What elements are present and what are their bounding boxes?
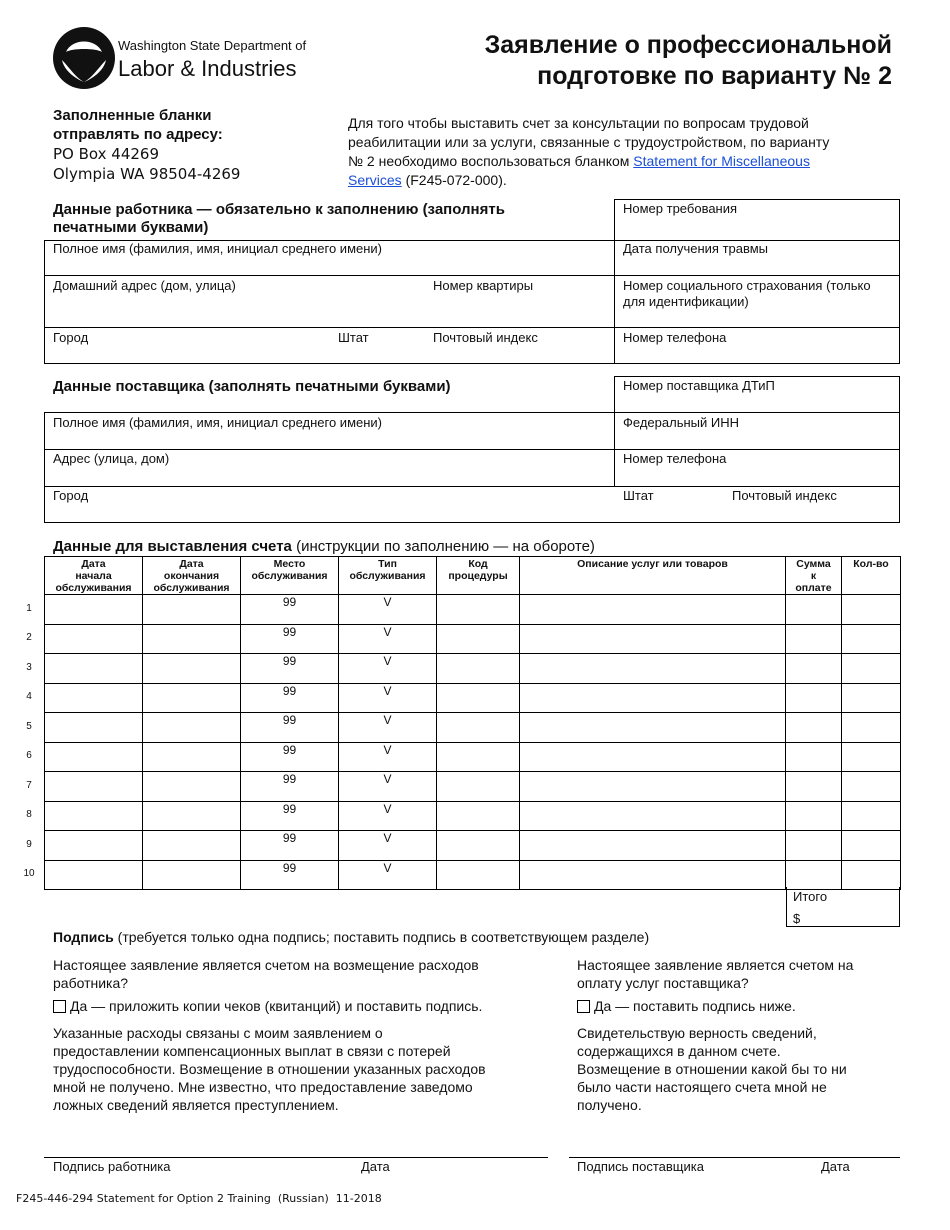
provider-yes-option[interactable]: [577, 997, 907, 1015]
procedure-code-cell[interactable]: [437, 772, 520, 802]
row-number: 8: [26, 809, 32, 820]
description-cell[interactable]: [520, 742, 786, 772]
worker-yes-label: Да — приложить копии чеков (квитанций) и поставить подпись.: [70, 998, 483, 1014]
procedure-code-cell[interactable]: [437, 801, 520, 831]
quantity-cell[interactable]: [842, 831, 901, 861]
lni-logo-icon: [52, 26, 116, 90]
right-attest-line2: содержащихся в данном счете.: [577, 1043, 781, 1059]
row-number: 1: [26, 602, 32, 614]
provider-yes-checkbox[interactable]: [577, 1000, 590, 1013]
form-footer-id: F245-446-294 Statement for Option 2 Training (Russian) 11-2018: [16, 1192, 382, 1205]
start-date-cell[interactable]: [45, 831, 143, 861]
mailing-address: [53, 106, 323, 184]
address-line2: Olympia WA 98504-4269: [53, 165, 241, 183]
procedure-code-cell[interactable]: [437, 595, 520, 625]
row-number: 2: [26, 632, 32, 643]
end-date-cell[interactable]: [143, 713, 241, 743]
type-of-service-cell[interactable]: V: [339, 713, 437, 743]
billing-row: [45, 654, 901, 684]
col-end-date: [143, 557, 241, 595]
federal-tin-field[interactable]: Федеральный ИНН: [623, 415, 739, 430]
place-of-service-cell[interactable]: 99: [241, 654, 339, 684]
start-date-cell[interactable]: [45, 654, 143, 684]
ssn-field[interactable]: [623, 278, 871, 310]
provider-heading: Данные поставщика (заполнять печатными буквами): [53, 378, 451, 395]
provider-number-label: Номер поставщика ДТиП: [623, 378, 775, 393]
right-question-line1: Настоящее заявление является счетом на: [577, 957, 854, 973]
end-date-cell[interactable]: [143, 624, 241, 654]
col-type-of-service: [339, 557, 437, 595]
description-cell[interactable]: [520, 654, 786, 684]
col-start-date-label: Дата начала обслуживания: [55, 558, 132, 594]
signature-heading-note: (требуется только одна подпись; поставить подпись в соответствующем разделе): [113, 929, 650, 945]
worker-yes-option[interactable]: [53, 997, 553, 1015]
billing-row: [45, 742, 901, 772]
row-number: 4: [26, 691, 32, 702]
type-of-service-cell[interactable]: V: [339, 801, 437, 831]
provider-full-name-field[interactable]: Полное имя (фамилия, имя, инициал среднего имени): [53, 415, 383, 430]
worker-yes-checkbox[interactable]: [53, 1000, 66, 1013]
worker-phone-field[interactable]: Номер телефона: [623, 330, 727, 345]
provider-address-field[interactable]: Адрес (улица, дом): [53, 451, 170, 466]
billing-row: [45, 624, 901, 654]
provider-signature-line[interactable]: [569, 1157, 900, 1158]
description-cell[interactable]: [520, 801, 786, 831]
misc-services-link-part1[interactable]: Statement for Miscellaneous: [633, 153, 810, 169]
row-number: 6: [26, 750, 32, 761]
billing-heading: [53, 538, 595, 555]
worker-heading-line1: Данные работника — обязательно к заполнению (заполнять: [53, 201, 505, 218]
worker-heading-line2: печатными буквами): [53, 219, 209, 236]
provider-city-field[interactable]: Город: [53, 488, 89, 503]
signature-heading: [53, 929, 649, 945]
left-attest-line5: ложных сведений является преступлением.: [53, 1097, 339, 1113]
right-attest-line4: было части настоящего счета мной не: [577, 1079, 827, 1095]
start-date-cell[interactable]: [45, 683, 143, 713]
row-number: 10: [23, 868, 35, 879]
provider-payment-block: [577, 956, 907, 1114]
quantity-cell[interactable]: [842, 654, 901, 684]
worker-city-field[interactable]: Город: [53, 330, 89, 345]
intro-paragraph: [348, 114, 908, 190]
col-place-of-service: [241, 557, 339, 595]
procedure-code-cell[interactable]: [437, 831, 520, 861]
description-cell[interactable]: [520, 713, 786, 743]
billing-header-row: [45, 557, 901, 595]
col-quantity-label: Кол-во: [853, 558, 889, 570]
quantity-cell[interactable]: [842, 595, 901, 625]
type-of-service-cell[interactable]: V: [339, 860, 437, 890]
description-cell[interactable]: [520, 772, 786, 802]
intro-line2: реабилитации или за услуги, связанные с трудоустройством, по варианту: [348, 134, 830, 150]
amount-cell[interactable]: [786, 624, 842, 654]
provider-attestation: [577, 1024, 907, 1114]
place-of-service-cell[interactable]: 99: [241, 683, 339, 713]
home-address-field[interactable]: Домашний адрес (дом, улица): [53, 278, 236, 293]
place-of-service-cell[interactable]: 99: [241, 831, 339, 861]
title-line1: Заявление о профессиональной: [484, 31, 892, 59]
start-date-cell[interactable]: [45, 624, 143, 654]
injury-date-field[interactable]: Дата получения травмы: [623, 241, 769, 256]
procedure-code-cell[interactable]: [437, 624, 520, 654]
amount-cell[interactable]: [786, 595, 842, 625]
description-cell[interactable]: [520, 595, 786, 625]
procedure-code-cell[interactable]: [437, 860, 520, 890]
worker-reimbursement-block: [53, 956, 553, 1114]
description-cell[interactable]: [520, 624, 786, 654]
col-amount-label: Сумма к оплате: [795, 558, 832, 594]
amount-cell[interactable]: [786, 713, 842, 743]
worker-heading: [53, 201, 613, 237]
procedure-code-cell[interactable]: [437, 654, 520, 684]
description-cell[interactable]: [520, 831, 786, 861]
intro-line3-prefix: № 2 необходимо воспользоваться бланком: [348, 153, 634, 169]
logo-line1: Washington State Department of: [118, 38, 307, 53]
end-date-cell[interactable]: [143, 742, 241, 772]
start-date-cell[interactable]: [45, 860, 143, 890]
type-of-service-cell[interactable]: V: [339, 683, 437, 713]
misc-services-link-part2[interactable]: Services: [348, 172, 402, 188]
left-attest-line2: предоставлении компенсационных выплат в связи с потерей: [53, 1043, 451, 1059]
form-title: [372, 30, 892, 92]
row-number: 5: [26, 720, 32, 732]
type-of-service-cell[interactable]: V: [339, 772, 437, 802]
provider-yes-label: Да — поставить подпись ниже.: [594, 998, 796, 1014]
procedure-code-cell[interactable]: [437, 713, 520, 743]
quantity-cell[interactable]: [842, 772, 901, 802]
address-line1: PO Box 44269: [53, 145, 159, 163]
intro-form-number: (F245-072-000).: [401, 172, 507, 188]
procedure-code-cell[interactable]: [437, 683, 520, 713]
col-description: [520, 557, 786, 595]
row-number: 7: [26, 779, 32, 791]
amount-cell[interactable]: [786, 742, 842, 772]
type-of-service-cell[interactable]: V: [339, 595, 437, 625]
type-of-service-cell[interactable]: V: [339, 831, 437, 861]
procedure-code-cell[interactable]: [437, 742, 520, 772]
intro-line4: [348, 171, 908, 190]
start-date-cell[interactable]: [45, 801, 143, 831]
col-start-date: [45, 557, 143, 595]
end-date-cell[interactable]: [143, 801, 241, 831]
worker-signature-line[interactable]: [44, 1157, 548, 1158]
left-attest-line3: трудоспособности. Возмещение в отношении указанных расходов: [53, 1061, 486, 1077]
type-of-service-cell[interactable]: V: [339, 742, 437, 772]
total-label: Итого: [793, 889, 828, 904]
row-number: 9: [26, 838, 32, 850]
left-question-line2: работника?: [53, 975, 129, 991]
end-date-cell[interactable]: [143, 831, 241, 861]
worker-full-name-field[interactable]: Полное имя (фамилия, имя, инициал среднего имени): [53, 241, 383, 256]
total-currency: $: [793, 911, 801, 926]
right-attest-line3: Возмещение в отношении какой бы то ни: [577, 1061, 847, 1077]
amount-cell[interactable]: [786, 683, 842, 713]
billing-row: [45, 595, 901, 625]
col-amount: [786, 557, 842, 595]
billing-row: [45, 831, 901, 861]
amount-cell[interactable]: [786, 654, 842, 684]
worker-state-field[interactable]: Штат: [338, 330, 369, 345]
quantity-cell[interactable]: [842, 801, 901, 831]
left-attest-line1: Указанные расходы связаны с моим заявлением о: [53, 1025, 383, 1041]
provider-phone-field[interactable]: Номер телефона: [623, 451, 727, 466]
description-cell[interactable]: [520, 683, 786, 713]
col-quantity: [842, 557, 901, 595]
place-of-service-cell[interactable]: 99: [241, 742, 339, 772]
worker-zip-field[interactable]: Почтовый индекс: [433, 330, 538, 345]
billing-row: [45, 860, 901, 890]
claim-number-label: Номер требования: [623, 201, 738, 216]
provider-zip-field[interactable]: Почтовый индекс: [732, 488, 837, 503]
quantity-cell[interactable]: [842, 624, 901, 654]
apartment-field[interactable]: Номер квартиры: [433, 278, 534, 293]
place-of-service-cell[interactable]: 99: [241, 624, 339, 654]
quantity-cell[interactable]: [842, 860, 901, 890]
place-of-service-cell[interactable]: 99: [241, 595, 339, 625]
place-of-service-cell[interactable]: 99: [241, 772, 339, 802]
start-date-cell[interactable]: [45, 772, 143, 802]
left-question-line1: Настоящее заявление является счетом на возмещение расходов: [53, 957, 479, 973]
signature-heading-bold: Подпись: [53, 929, 114, 945]
ssn-label-line2: для идентификации): [623, 294, 749, 309]
quantity-cell[interactable]: [842, 713, 901, 743]
left-attest-line4: мной не получено. Мне известно, что предоставление заведомо: [53, 1079, 473, 1095]
right-question-line2: оплату услуг поставщика?: [577, 975, 749, 991]
end-date-cell[interactable]: [143, 860, 241, 890]
mailing-label-line2: отправлять по адресу:: [53, 126, 223, 143]
col-type-label: Тип обслуживания: [349, 558, 426, 582]
amount-cell[interactable]: [786, 860, 842, 890]
worker-date-label: Дата: [361, 1159, 390, 1174]
amount-cell[interactable]: [786, 772, 842, 802]
intro-line1: Для того чтобы выставить счет за консультации по вопросам трудовой: [348, 115, 809, 131]
end-date-cell[interactable]: [143, 595, 241, 625]
agency-logo: [52, 26, 322, 90]
right-attest-line1: Свидетельствую верность сведений,: [577, 1025, 817, 1041]
row-number: 3: [26, 661, 32, 673]
provider-state-field[interactable]: Штат: [623, 488, 654, 503]
billing-heading-bold: Данные для выставления счета: [53, 538, 292, 555]
description-cell[interactable]: [520, 860, 786, 890]
end-date-cell[interactable]: [143, 654, 241, 684]
provider-date-label: Дата: [821, 1159, 850, 1174]
amount-cell[interactable]: [786, 801, 842, 831]
col-procedure-label: Код процедуры: [448, 558, 508, 582]
worker-attestation: [53, 1024, 553, 1114]
ssn-label-line1: Номер социального страхования (только: [623, 278, 871, 293]
billing-row: [45, 772, 901, 802]
title-line2: подготовке по варианту № 2: [537, 62, 892, 90]
end-date-cell[interactable]: [143, 772, 241, 802]
start-date-cell[interactable]: [45, 742, 143, 772]
col-end-date-label: Дата окончания обслуживания: [153, 558, 230, 594]
quantity-cell[interactable]: [842, 683, 901, 713]
place-of-service-cell[interactable]: 99: [241, 713, 339, 743]
worker-signature-label: Подпись работника: [53, 1159, 171, 1174]
start-date-cell[interactable]: [45, 713, 143, 743]
billing-table: [44, 556, 901, 890]
quantity-cell[interactable]: [842, 742, 901, 772]
place-of-service-cell[interactable]: 99: [241, 801, 339, 831]
billing-row: [45, 683, 901, 713]
type-of-service-cell[interactable]: V: [339, 654, 437, 684]
col-procedure-code: [437, 557, 520, 595]
intro-line3: [348, 152, 908, 171]
mailing-label-line1: Заполненные бланки: [53, 107, 212, 124]
amount-cell[interactable]: [786, 831, 842, 861]
billing-row: [45, 713, 901, 743]
logo-line2: Labor & Industries: [118, 56, 297, 81]
billing-heading-note: (инструкции по заполнению — на обороте): [291, 538, 595, 555]
start-date-cell[interactable]: [45, 595, 143, 625]
col-description-label: Описание услуг или товаров: [577, 558, 728, 570]
col-place-label: Место обслуживания: [251, 558, 328, 582]
type-of-service-cell[interactable]: V: [339, 624, 437, 654]
billing-row: [45, 801, 901, 831]
end-date-cell[interactable]: [143, 683, 241, 713]
provider-signature-label: Подпись поставщика: [577, 1159, 704, 1174]
right-attest-line5: получено.: [577, 1097, 642, 1113]
place-of-service-cell[interactable]: 99: [241, 860, 339, 890]
